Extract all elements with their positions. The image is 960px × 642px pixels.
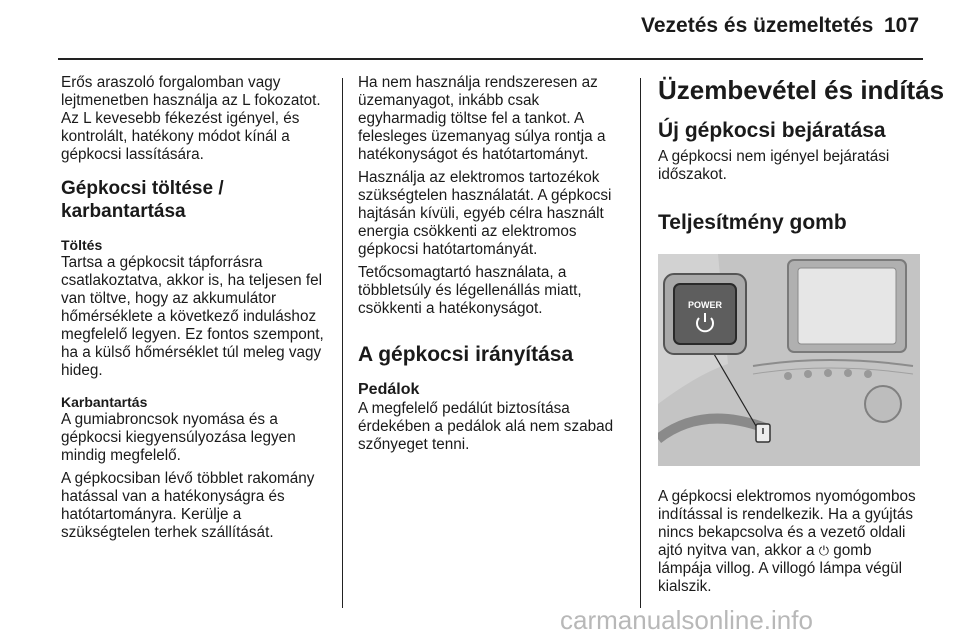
page-number: 107 [884,14,920,37]
intro-paragraph: Erős araszoló forgalomban vagy lejtmenetben használja az L fokozatot. Az L kevesebb fékezést igényel, és kontrolált, hatékony módot kínál a gépkocsi lassítására. [61,74,321,163]
column-divider-1 [342,78,343,608]
dashboard-illustration [658,254,920,466]
page-header [0,0,960,60]
maintenance-paragraph-2: A gépkocsiban lévő többlet rakomány hatással van a hatékonyságra és hatótartományra. Kerülje a szükségtelen terhek szállítását. [61,470,315,541]
section-heading-vehicle-control: A gépkocsi irányítása [358,343,574,366]
header-title: Vezetés és üzemeltetés [641,14,874,37]
maintenance-paragraph-1: A gumiabroncsok nyomása és a gépkocsi kiegyensúlyozása legyen mindig megfelelő. [61,411,296,464]
power-button-paragraph [658,488,920,596]
column-divider-2 [640,78,641,608]
roof-rack-paragraph: Tetőcsomagtartó használata, a többletsúly és légellenállás miatt, csökkenti a hatékonyságot. [358,264,582,317]
subheading-pedals: Pedálok [358,381,420,398]
subheading-break-in: Új gépkocsi bejáratása [658,119,886,142]
pedals-paragraph: A megfelelő pedálút biztosítása érdekében a pedálok alá nem szabad szőnyeget tenni. [358,400,614,453]
section-heading-charging-maintenance: Gépkocsi töltése / karbantartása [61,178,224,222]
charging-paragraph: Tartsa a gépkocsit tápforrásra csatlakoztatva, akkor is, ha teljesen fel van töltve, hogy az akkumulátor hőmérséklete a következő induláshoz megfelelő legyen. Ez fontos szempont, ha a külső hőmérséklet túl meleg vagy hideg. [61,254,324,379]
power-icon-inline: ⏻ [818,543,829,558]
accessories-paragraph: Használja az elektromos tartozékok szükségtelen használatát. A gépkocsi hajtásán kívüli, egyéb célra használt energia csökkenti az elektromos gépkocsi hatótartományát. [358,169,612,258]
header-rule [58,58,923,60]
power-button-figure [658,254,920,466]
watermark: carmanualsonline.info [560,605,813,635]
power-text-part-1: A gépkocsi elektromos nyomógombos indítással is rendelkezik. Ha a gyújtás nincs bekapcsolva és a vezető oldali ajtó nyitva van, akkor a [658,488,916,559]
column-3 [658,74,945,601]
chapter-heading-startup: Üzembevétel és indítás [658,75,945,105]
column-1 [61,74,331,547]
subheading-maintenance: Karbantartás [61,394,148,410]
column-2 [358,74,628,459]
fuel-paragraph: Ha nem használja rendszeresen az üzemanyagot, inkább csak egyharmadig töltse fel a tankot. A felesleges üzemanyag súlya rontja a hatékonyságot és hatótartományt. [358,74,606,163]
subheading-power-button: Teljesítmény gomb [658,211,847,234]
subheading-charging: Töltés [61,237,103,253]
power-button-label: POWER [687,300,723,310]
power-text-part-2: gomb lámpája villog. A villogó lámpa végül kialszik. [658,542,903,595]
break-in-paragraph: A gépkocsi nem igényel bejáratási időszakot. [658,148,890,183]
